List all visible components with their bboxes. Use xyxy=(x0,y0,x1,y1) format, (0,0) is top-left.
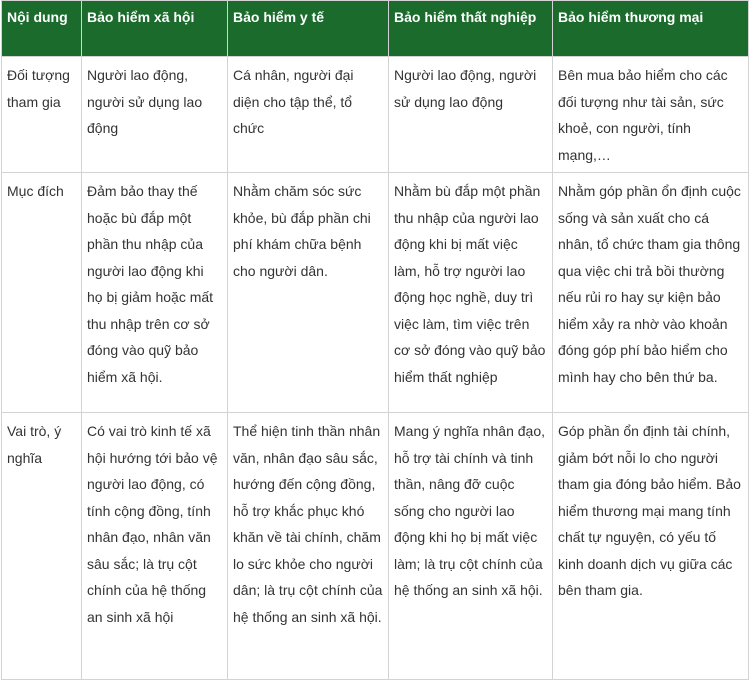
row-label-vai-tro: Vai trò, ý nghĩa xyxy=(2,413,82,680)
header-bao-hiem-y-te: Bảo hiểm y tế xyxy=(228,1,389,57)
table-cell: Mang ý nghĩa nhân đạo, hỗ trợ tài chính và tinh thần, nâng đỡ cuộc sống cho người lao động khi họ bị mất việc làm; là trụ cột chính của hệ thống an sinh xã hội. xyxy=(389,413,553,680)
table-body xyxy=(2,57,749,680)
header-noi-dung: Nội dung xyxy=(2,1,82,57)
table-cell: Nhằm chăm sóc sức khỏe, bù đắp phần chi phí khám chữa bệnh cho người dân. xyxy=(228,173,389,413)
header-bao-hiem-thuong-mai: Bảo hiểm thương mại xyxy=(553,1,749,57)
table-cell: Cá nhân, người đại diện cho tập thể, tổ chức xyxy=(228,57,389,173)
table-cell: Nhằm bù đắp một phần thu nhập của người lao động khi bị mất việc làm, hỗ trợ người lao động học nghề, duy trì việc làm, tìm việc trên cơ sở đóng vào quỹ bảo hiểm thất nghiệp xyxy=(389,173,553,413)
table-cell: Thể hiện tinh thần nhân văn, nhân đạo sâu sắc, hướng đến cộng đồng, hỗ trợ khắc phục khó khăn về tài chính, chăm lo sức khỏe cho người dân; là trụ cột chính của hệ thống an sinh xã hội. xyxy=(228,413,389,680)
header-bao-hiem-xa-hoi: Bảo hiểm xã hội xyxy=(82,1,228,57)
insurance-comparison-table xyxy=(1,0,749,680)
row-label-muc-dich: Mục đích xyxy=(2,173,82,413)
table-cell: Nhằm góp phần ổn định cuộc sống và sản xuất cho cá nhân, tổ chức tham gia thông qua việc chi trả bồi thường nếu rủi ro hay sự kiện bảo hiểm xảy ra nhờ vào khoản đóng góp phí bảo hiểm cho mình hay cho bên thứ ba. xyxy=(553,173,749,413)
table-cell: Góp phần ổn định tài chính, giảm bớt nỗi lo cho người tham gia đóng bảo hiểm. Bảo hiểm thương mại mang tính chất tự nguyện, có yếu tố kinh doanh dịch vụ giữa các bên tham gia. xyxy=(553,413,749,680)
table-cell: Có vai trò kinh tế xã hội hướng tới bảo vệ người lao động, có tính cộng đồng, tính nhân đạo, nhân văn sâu sắc; là trụ cột chính của hệ thống an sinh xã hội xyxy=(82,413,228,680)
table-header xyxy=(2,1,749,57)
table-cell: Người lao động, người sử dụng lao động xyxy=(82,57,228,173)
header-bao-hiem-that-nghiep: Bảo hiểm thất nghiệp xyxy=(389,1,553,57)
table-row xyxy=(2,173,749,413)
table-cell: Đảm bảo thay thế hoặc bù đắp một phần thu nhập của người lao động khi họ bị giảm hoặc mất thu nhập trên cơ sở đóng vào quỹ bảo hiểm xã hội. xyxy=(82,173,228,413)
header-row xyxy=(2,1,749,57)
table-row xyxy=(2,413,749,680)
table-cell: Người lao động, người sử dụng lao động xyxy=(389,57,553,173)
row-label-doi-tuong: Đối tượng tham gia xyxy=(2,57,82,173)
table-row xyxy=(2,57,749,173)
table-cell: Bên mua bảo hiểm cho các đối tượng như tài sản, sức khoẻ, con người, tính mạng,… xyxy=(553,57,749,173)
